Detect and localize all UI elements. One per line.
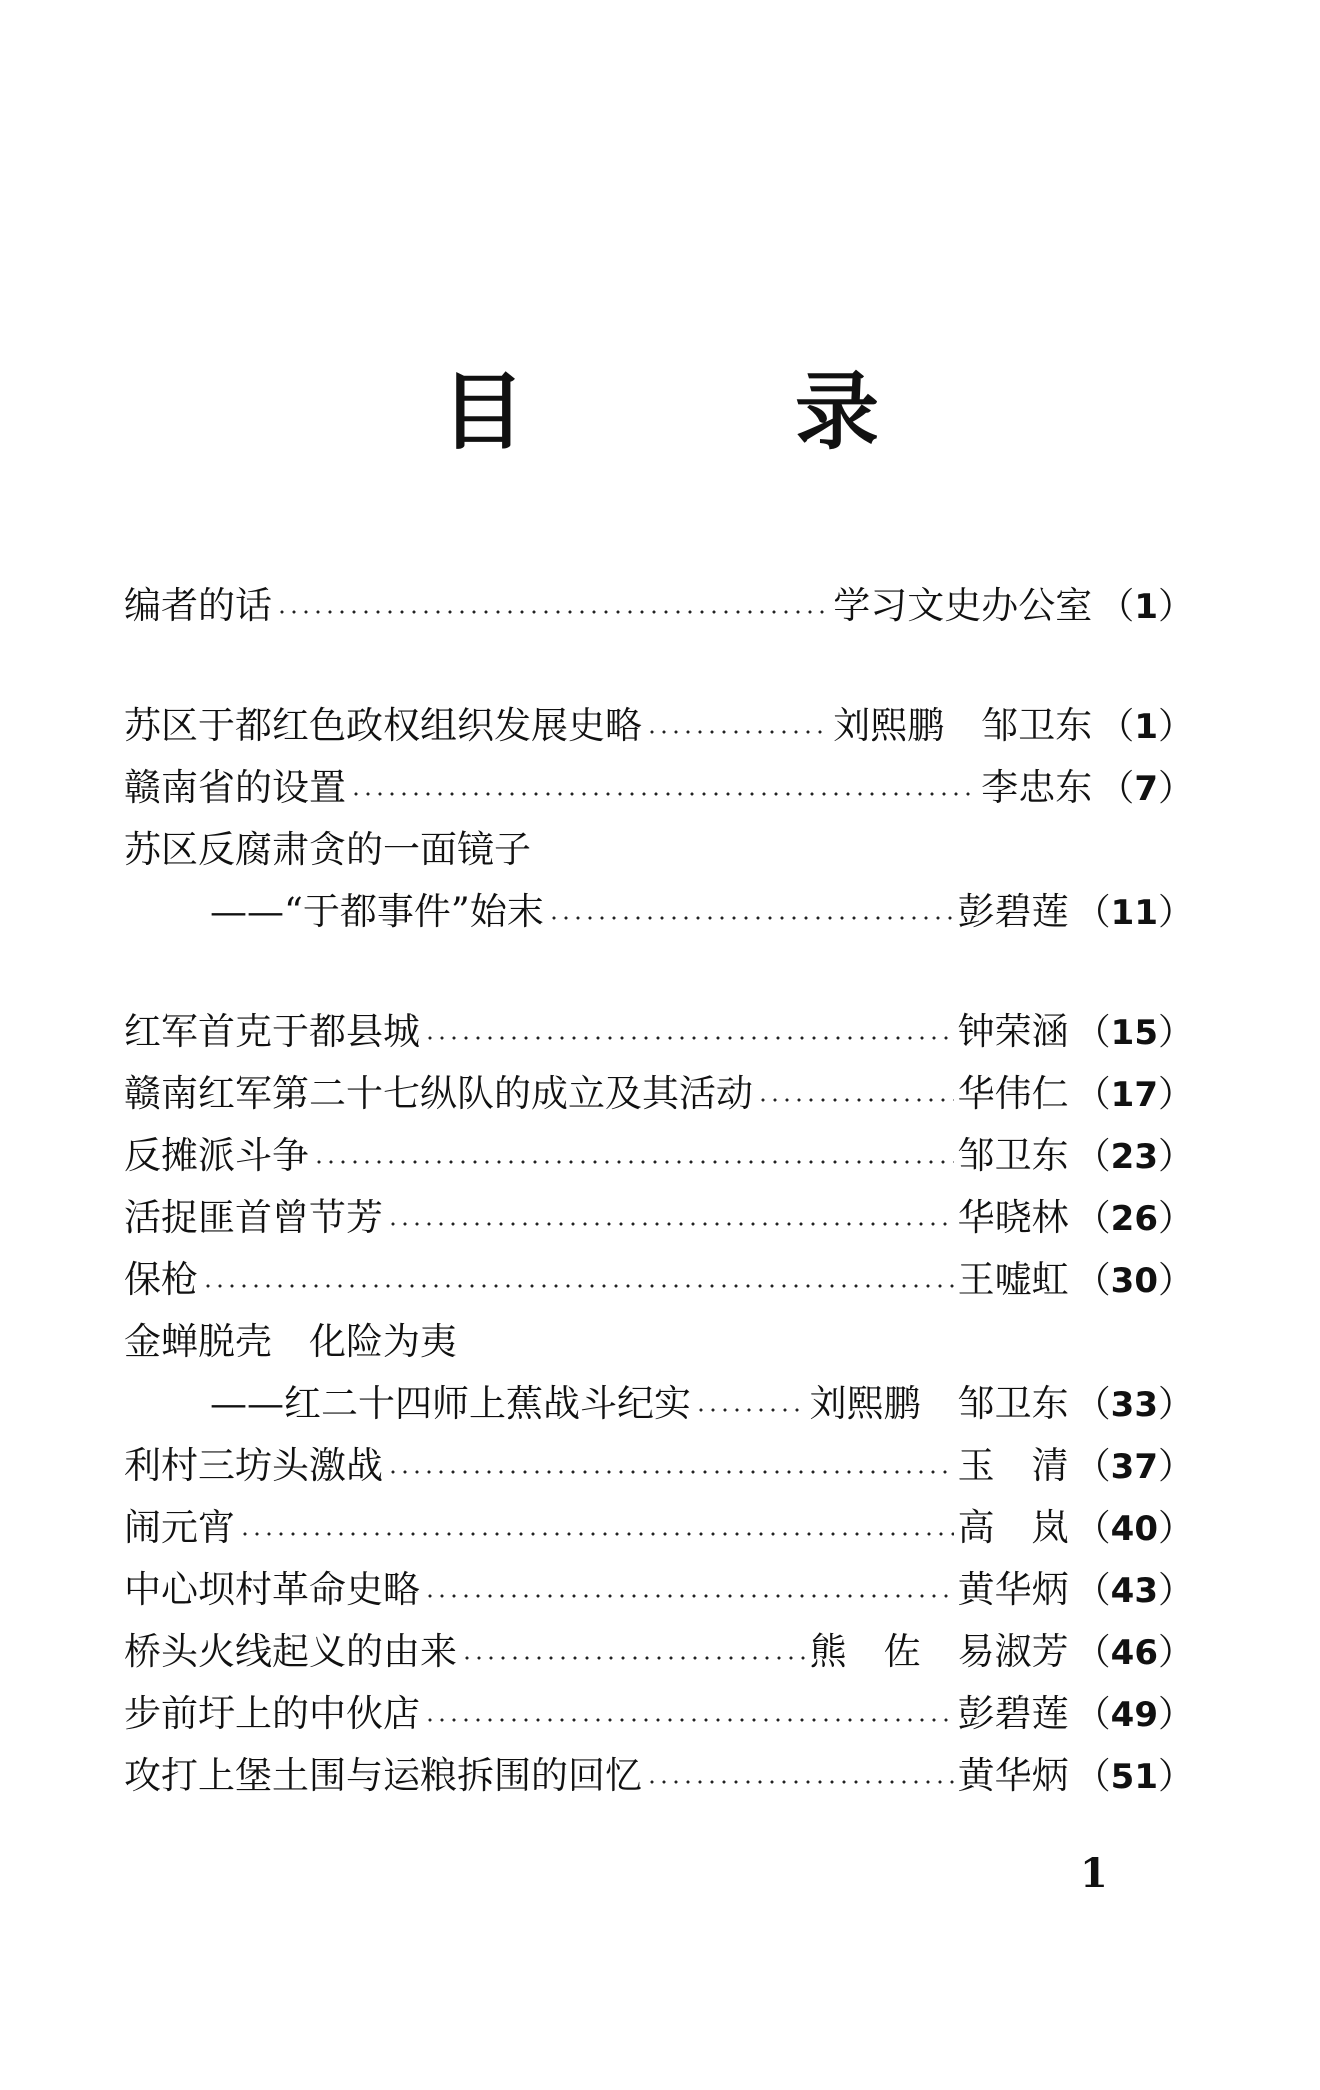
dot-leader	[350, 792, 977, 796]
toc-entry[interactable]	[124, 1621, 1194, 1683]
entry-page-number: 49	[1110, 1695, 1158, 1735]
toc-entry[interactable]	[124, 1001, 1194, 1063]
toc-entry[interactable]	[124, 695, 1194, 757]
entry-title: 赣南省的设置	[124, 766, 346, 809]
entry-author: 黄华炳	[957, 1568, 1069, 1611]
toc-entry[interactable]	[124, 1683, 1194, 1745]
entry-page: （7）	[1098, 768, 1194, 809]
entry-page: （17）	[1074, 1074, 1194, 1115]
page-title	[0, 363, 1320, 461]
dot-leader	[313, 1160, 954, 1164]
entry-author: 学习文史办公室	[833, 584, 1093, 627]
entry-page-number: 17	[1110, 1075, 1158, 1115]
entry-page: （40）	[1074, 1508, 1194, 1549]
toc-entry[interactable]	[124, 1559, 1194, 1621]
entry-page-number: 1	[1134, 707, 1158, 747]
entry-page-number: 33	[1110, 1385, 1158, 1425]
toc-entry[interactable]	[124, 575, 1194, 637]
dot-leader	[424, 1594, 954, 1598]
entry-title: 苏区反腐肃贪的一面镜子	[124, 828, 531, 871]
entry-page-number: 7	[1134, 769, 1158, 809]
toc-entry[interactable]	[124, 1187, 1194, 1249]
entry-page-number: 37	[1110, 1447, 1158, 1487]
dot-leader	[757, 1098, 954, 1102]
toc-entry[interactable]	[124, 1063, 1194, 1125]
entry-title: 赣南红军第二十七纵队的成立及其活动	[124, 1072, 753, 1115]
dot-leader	[202, 1284, 954, 1288]
toc-entry-subtitle[interactable]	[124, 881, 1194, 943]
dot-leader	[424, 1718, 954, 1722]
entry-page-number: 51	[1110, 1757, 1158, 1797]
entry-author: 华晓林	[957, 1196, 1069, 1239]
entry-page: （11）	[1074, 892, 1194, 933]
page-number-folio: 1	[1080, 1850, 1108, 1897]
entry-page: （23）	[1074, 1136, 1194, 1177]
toc-entry[interactable]	[124, 1745, 1194, 1807]
entry-page-number: 43	[1110, 1571, 1158, 1611]
entry-title: 闹元宵	[124, 1506, 235, 1549]
entry-title: 步前圩上的中伙店	[124, 1692, 420, 1735]
entry-author: 刘熙鹏 邹卫东	[833, 704, 1093, 747]
entry-page: （33）	[1074, 1384, 1194, 1425]
entry-page: （30）	[1074, 1260, 1194, 1301]
entry-page-number: 15	[1110, 1013, 1158, 1053]
entry-author: 李忠东	[981, 766, 1093, 809]
entry-page-number: 1	[1134, 587, 1158, 627]
entry-author: 高 岚	[957, 1506, 1069, 1549]
toc-entry[interactable]	[124, 1249, 1194, 1311]
dot-leader	[387, 1470, 954, 1474]
dot-leader	[461, 1656, 806, 1660]
dot-leader	[387, 1222, 954, 1226]
entry-page-number: 26	[1110, 1199, 1158, 1239]
entry-page: （15）	[1074, 1012, 1194, 1053]
toc-entry[interactable]	[124, 1435, 1194, 1497]
entry-title: ——“于都事件”始末	[210, 890, 544, 933]
dot-leader	[646, 730, 829, 734]
dot-leader	[695, 1408, 806, 1412]
entry-author: 华伟仁	[957, 1072, 1069, 1115]
dot-leader	[424, 1036, 954, 1040]
dot-leader	[646, 1780, 954, 1784]
entry-page-number: 23	[1110, 1137, 1158, 1177]
entry-title: 保枪	[124, 1258, 198, 1301]
toc-entry-heading[interactable]	[124, 1311, 1194, 1373]
entry-title: 金蝉脱壳 化险为夷	[124, 1320, 457, 1363]
entry-author: 刘熙鹏 邹卫东	[809, 1382, 1069, 1425]
entry-author: 彭碧莲	[957, 890, 1069, 933]
dot-leader	[239, 1532, 954, 1536]
entry-author: 黄华炳	[957, 1754, 1069, 1797]
entry-title: 红军首克于都县城	[124, 1010, 420, 1053]
entry-page: （1）	[1098, 586, 1194, 627]
entry-author: 钟荣涵	[957, 1010, 1069, 1053]
entry-title: 反摊派斗争	[124, 1134, 309, 1177]
toc-entry-heading[interactable]	[124, 819, 1194, 881]
entry-page-number: 46	[1110, 1633, 1158, 1673]
entry-title: 利村三坊头激战	[124, 1444, 383, 1487]
title-char-1: 目	[440, 363, 525, 461]
toc-entry[interactable]	[124, 1497, 1194, 1559]
dot-leader	[276, 610, 829, 614]
entry-page: （26）	[1074, 1198, 1194, 1239]
entry-page: （49）	[1074, 1694, 1194, 1735]
entry-page: （37）	[1074, 1446, 1194, 1487]
entry-page: （51）	[1074, 1756, 1194, 1797]
entry-page: （1）	[1098, 706, 1194, 747]
toc-entry-subtitle[interactable]	[124, 1373, 1194, 1435]
entry-page: （43）	[1074, 1570, 1194, 1611]
toc-entry[interactable]	[124, 757, 1194, 819]
table-of-contents	[124, 575, 1194, 1807]
entry-page-number: 11	[1110, 893, 1158, 933]
entry-title: 中心坝村革命史略	[124, 1568, 420, 1611]
toc-entry[interactable]	[124, 1125, 1194, 1187]
entry-page: （46）	[1074, 1632, 1194, 1673]
entry-author: 王嘘虹	[957, 1258, 1069, 1301]
entry-title: ——红二十四师上蕉战斗纪实	[210, 1382, 691, 1425]
entry-author: 熊 佐 易淑芳	[809, 1630, 1069, 1673]
entry-author: 玉 清	[957, 1444, 1069, 1487]
entry-title: 桥头火线起义的由来	[124, 1630, 457, 1673]
entry-author: 彭碧莲	[957, 1692, 1069, 1735]
title-char-2: 录	[795, 363, 880, 461]
entry-title: 苏区于都红色政权组织发展史略	[124, 704, 642, 747]
entry-title: 编者的话	[124, 584, 272, 627]
entry-page-number: 40	[1110, 1509, 1158, 1549]
entry-page-number: 30	[1110, 1261, 1158, 1301]
entry-title: 攻打上堡土围与运粮拆围的回忆	[124, 1754, 642, 1797]
dot-leader	[548, 916, 954, 920]
entry-author: 邹卫东	[957, 1134, 1069, 1177]
entry-title: 活捉匪首曾节芳	[124, 1196, 383, 1239]
